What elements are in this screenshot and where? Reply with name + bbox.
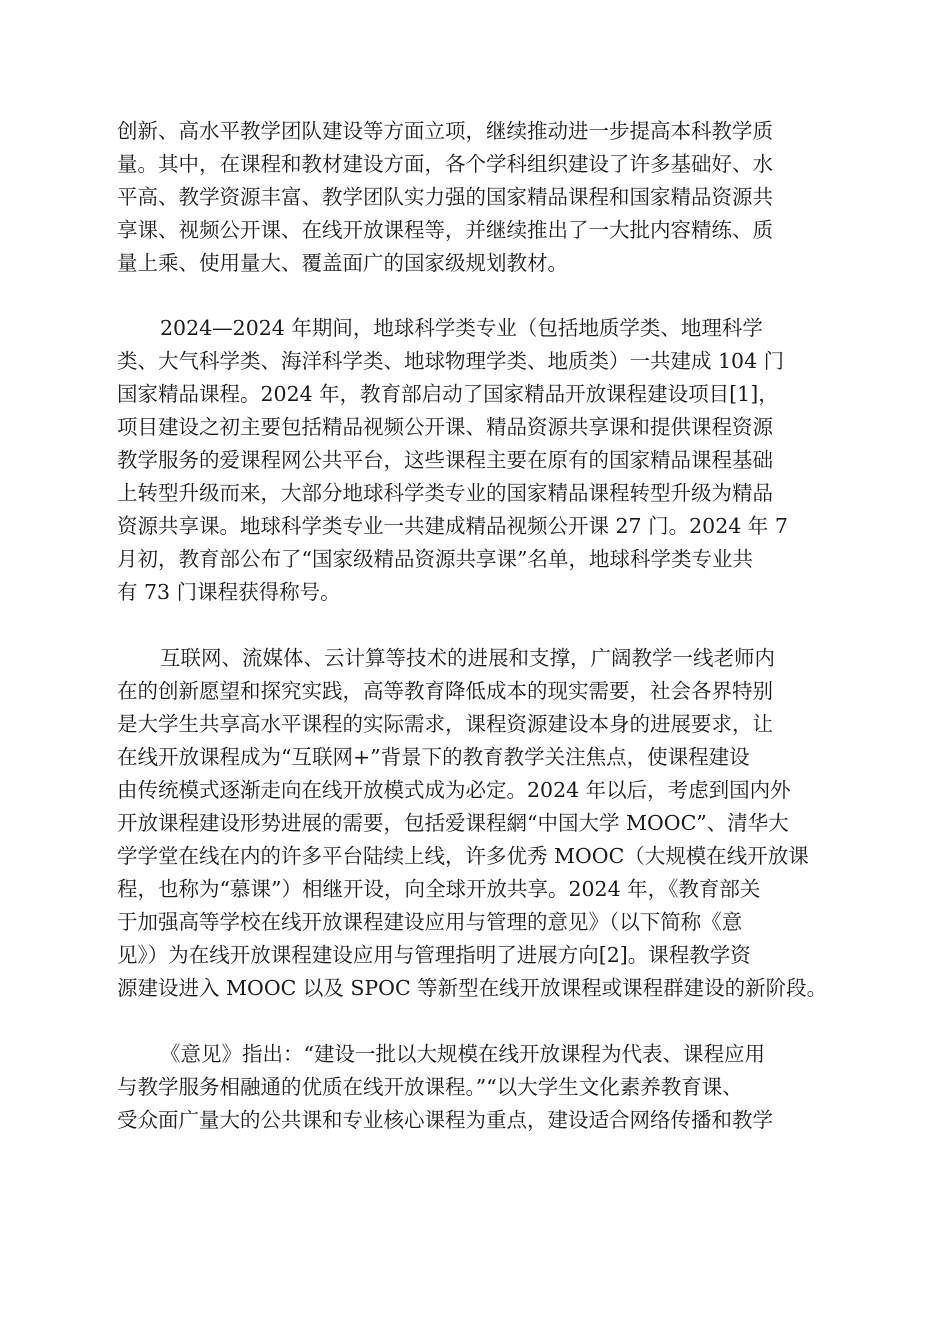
text-line: 开放课程建设形势进展的需要，包括爱课程網“中国大学 MOOC”、清华大: [117, 811, 789, 835]
text-line: 量上乘、使用量大、覆盖面广的国家级规划教材。: [117, 251, 568, 275]
text-line: 是大学生共享高水平课程的实际需求，课程资源建设本身的进展要求，让: [117, 712, 773, 736]
text-line: 学学堂在线在内的许多平台陆续上线，许多优秀 MOOC（大规模在线开放课: [117, 844, 809, 868]
text-line: 享课、视频公开课、在线开放课程等，并继续推出了一大批内容精练、质: [117, 218, 773, 242]
text-line: 类、大气科学类、海洋科学类、地球物理学类、地质类）一共建成 104 门: [117, 349, 785, 373]
text-line: 与教学服务相融通的优质在线开放课程。”“以大学生文化素养教育课、: [117, 1075, 743, 1099]
text-line: 见》）为在线开放课程建设应用与管理指明了进展方向[2]。课程教学资: [117, 943, 751, 967]
text-line: 在线开放课程成为“互联网+”背景下的教育教学关注焦点，使课程建设: [117, 745, 750, 769]
text-line: 由传统模式逐渐走向在线开放模式成为必定。2024 年以后，考虑到国内外: [117, 778, 791, 802]
text-line: 《意见》指出：“建设一批以大规模在线开放课程为代表、课程应用: [160, 1042, 765, 1066]
text-line: 上转型升级而来，大部分地球科学类专业的国家精品课程转型升级为精品: [117, 481, 773, 505]
text-line: 量。其中，在课程和教材建设方面，各个学科组织建设了许多基础好、水: [117, 152, 773, 176]
text-line: 项目建设之初主要包括精品视频公开课、精品资源共享课和提供课程资源: [117, 415, 773, 439]
text-line: 有 73 门课程获得称号。: [117, 580, 341, 604]
text-line: 互联网、流媒体、云计算等技术的进展和支撑，广阔教学一线老师内: [160, 646, 775, 670]
text-line: 月初，教育部公布了“国家级精品资源共享课”名单，地球科学类专业共: [117, 547, 753, 571]
text-line: 受众面广量大的公共课和专业核心课程为重点，建设适合网络传播和教学: [117, 1108, 773, 1132]
text-line: 在的创新愿望和探究实践，高等教育降低成本的现实需要，社会各界特别: [117, 679, 773, 703]
text-line: 国家精品课程。2024 年，教育部启动了国家精品开放课程建设项目[1]，: [117, 382, 779, 406]
text-line: 教学服务的爱课程网公共平台，这些课程主要在原有的国家精品课程基础: [117, 448, 773, 472]
text-line: 平高、教学资源丰富、教学团队实力强的国家精品课程和国家精品资源共: [117, 185, 773, 209]
text-line: 2024—2024 年期间，地球科学类专业（包括地质学类、地理科学: [160, 316, 763, 340]
text-line: 于加强高等学校在线开放课程建设应用与管理的意见》（以下简称《意: [117, 910, 743, 934]
text-line: 资源共享课。地球科学类专业一共建成精品视频公开课 27 门。2024 年 7: [117, 514, 788, 538]
text-line: 源建设进入 MOOC 以及 SPOC 等新型在线开放课程或课程群建设的新阶段。: [117, 976, 828, 1000]
text-line: 创新、高水平教学团队建设等方面立项，继续推动进一步提高本科教学质: [117, 119, 773, 143]
text-line: 程，也称为“慕课”）相继开设，向全球开放共享。2024 年，《教育部关: [117, 877, 761, 901]
